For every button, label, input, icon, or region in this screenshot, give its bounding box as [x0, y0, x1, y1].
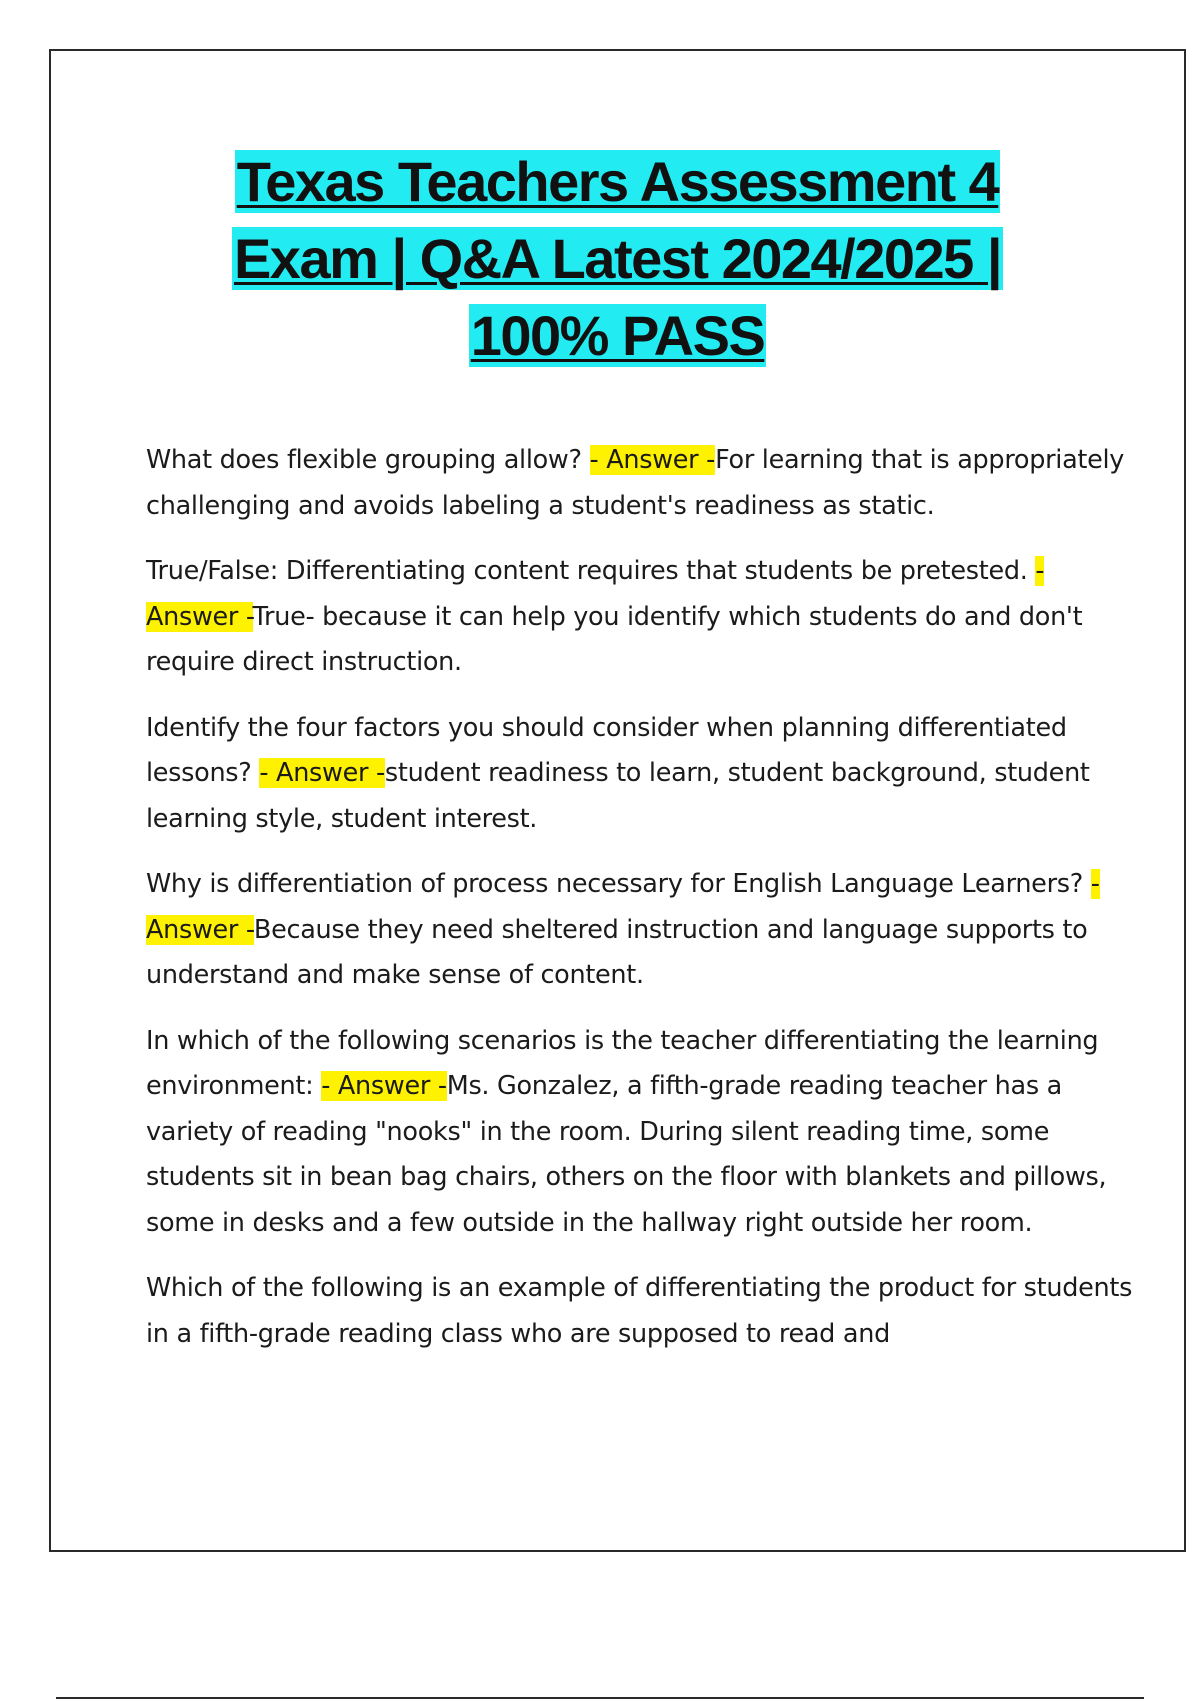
qa-item — [146, 438, 1136, 529]
title-line-3: 100% PASS — [470, 304, 765, 367]
qa-item — [146, 1266, 1136, 1357]
answer-text: For learning that is appropriately challenging and avoids labeling a student's readiness as static. — [146, 445, 1125, 521]
question-text: What does flexible grouping allow? — [146, 445, 590, 475]
title-line-2: Exam | Q&A Latest 2024/2025 | — [233, 227, 1002, 290]
answer-marker: - Answer - — [146, 869, 1100, 945]
question-text: True/False: Differentiating content requires that students be pretested. — [146, 556, 1036, 586]
qa-item — [146, 549, 1136, 686]
answer-marker: - Answer - — [146, 556, 1045, 632]
answer-text: Because they need sheltered instruction and language supports to understand and make sense of content. — [146, 914, 1088, 990]
document-page — [49, 49, 1186, 1552]
answer-text: Ms. Gonzalez, a fifth-grade reading teacher has a variety of reading "nooks" in the room. During silent reading time, some students sit in bean bag chairs, others on the floor with blankets and pillows, some in desks and a few outside in the hallway right outside her room. — [146, 1071, 1107, 1238]
document-title — [51, 143, 1184, 374]
answer-text: student readiness to learn, student background, student learning style, student interest. — [146, 758, 1090, 834]
qa-list — [146, 438, 1136, 1377]
qa-item — [146, 1019, 1136, 1247]
page-divider — [56, 1697, 1144, 1699]
title-line-1: Texas Teachers Assessment 4 — [236, 150, 999, 213]
question-text: Why is differentiation of process necessary for English Language Learners? — [146, 869, 1091, 899]
qa-item — [146, 706, 1136, 843]
question-text: Which of the following is an example of differentiating the product for students in a fifth-grade reading class who are supposed to read and — [146, 1273, 1133, 1349]
answer-marker: - Answer - — [259, 758, 385, 788]
answer-marker: - Answer - — [321, 1071, 447, 1101]
qa-item — [146, 862, 1136, 999]
answer-marker: - Answer - — [589, 445, 716, 475]
answer-text: True- because it can help you identify which students do and don't require direct instruction. — [146, 601, 1083, 677]
question-text: Identify the four factors you should consider when planning differentiated lessons? — [146, 712, 1067, 788]
question-text: In which of the following scenarios is the teacher differentiating the learning environment: — [146, 1025, 1099, 1101]
